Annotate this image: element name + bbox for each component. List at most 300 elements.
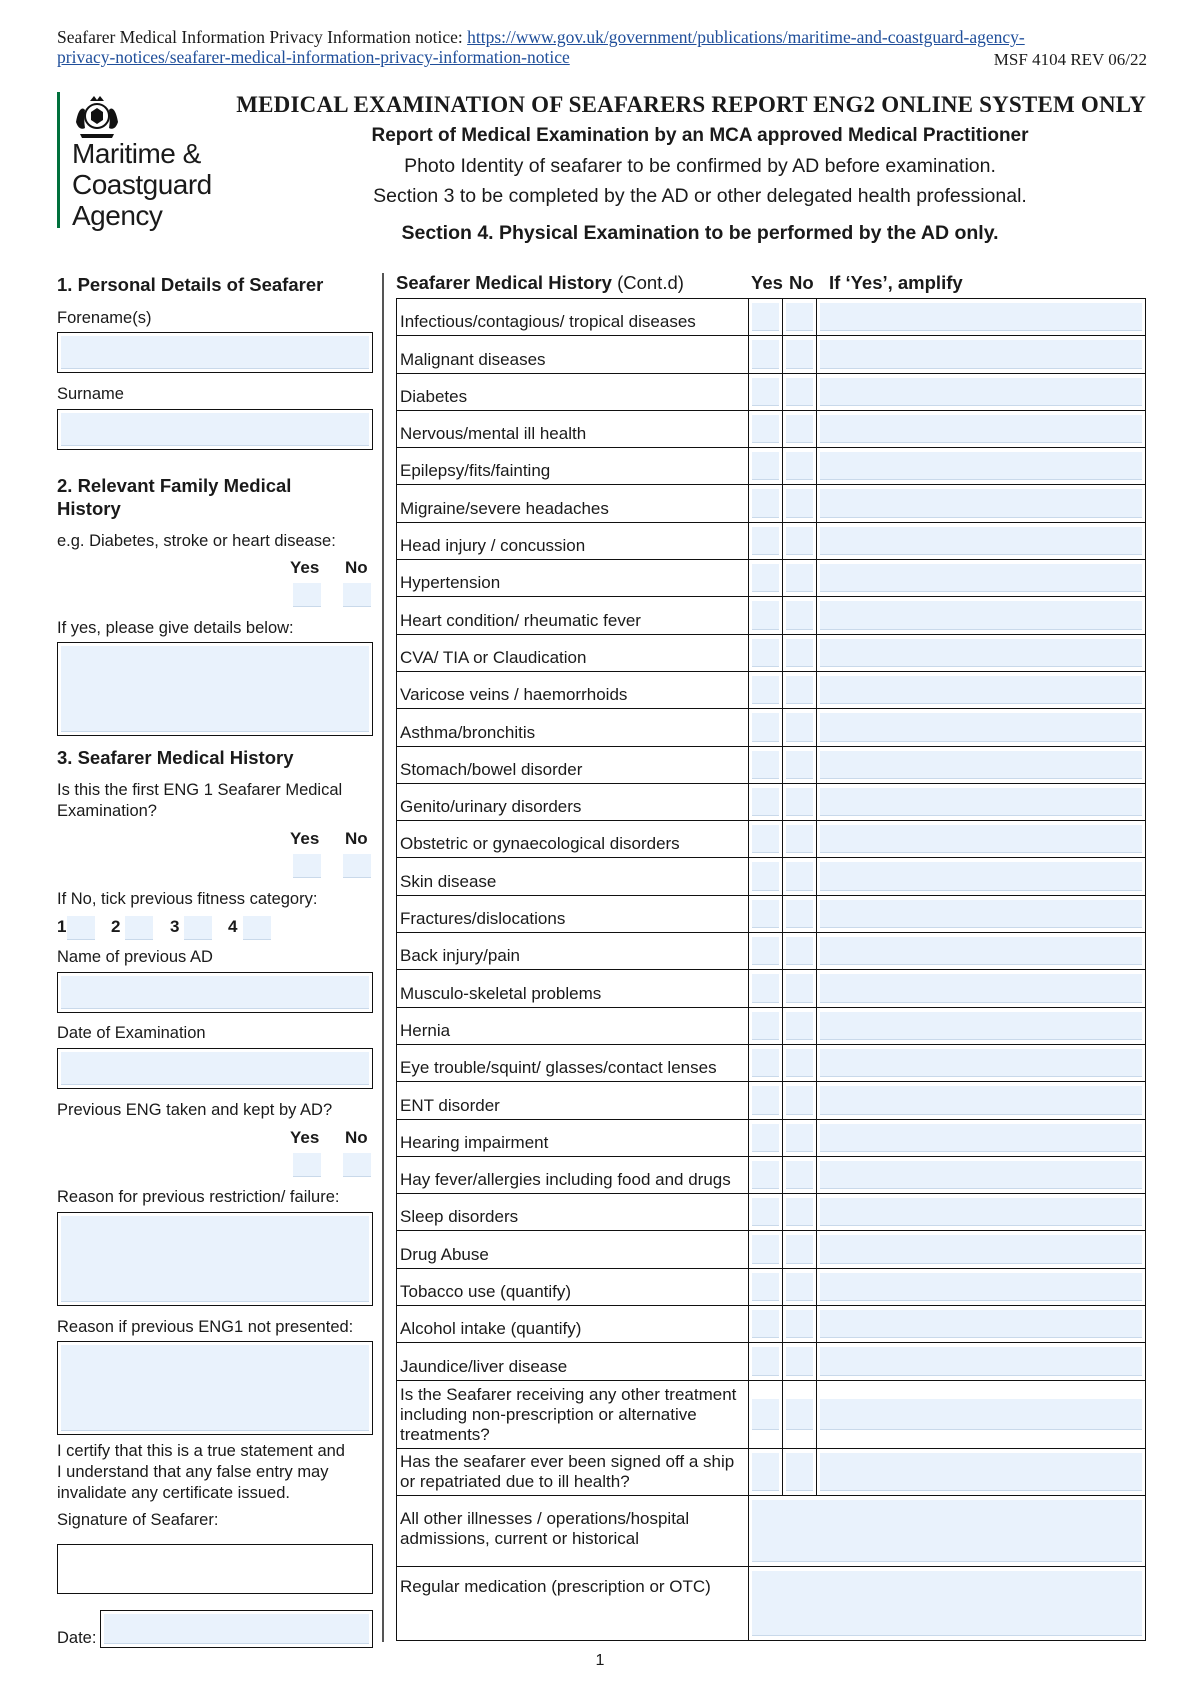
yes-cell[interactable] <box>749 299 783 335</box>
yes-checkbox[interactable] <box>752 1049 779 1077</box>
amplify-field[interactable] <box>820 1310 1142 1338</box>
no-checkbox[interactable] <box>786 452 813 480</box>
amplify-cell[interactable] <box>817 1231 1145 1267</box>
amplify-cell[interactable] <box>817 523 1145 559</box>
amplify-field[interactable] <box>820 1124 1142 1152</box>
amplify-cell[interactable] <box>817 485 1145 521</box>
condition-label: ENT disorder <box>397 1082 749 1118</box>
no-cell[interactable] <box>783 560 817 596</box>
history-row <box>397 1082 1145 1119</box>
date-exam-field[interactable] <box>57 1048 373 1089</box>
yes-checkbox[interactable] <box>752 415 779 443</box>
history-row <box>397 635 1145 672</box>
no-checkbox[interactable] <box>786 1086 813 1114</box>
no-checkbox[interactable] <box>786 862 813 890</box>
yes-cell[interactable] <box>749 1231 783 1267</box>
history-row <box>397 1449 1145 1496</box>
amplify-field[interactable] <box>820 1399 1142 1430</box>
no-checkbox[interactable] <box>786 1399 813 1430</box>
no-checkbox[interactable] <box>786 527 813 555</box>
yes-cell[interactable] <box>749 597 783 633</box>
yes-checkbox[interactable] <box>752 713 779 741</box>
first-exam-no-checkbox[interactable] <box>343 854 371 878</box>
section1-title: 1. Personal Details of Seafarer <box>57 274 324 295</box>
yes-checkbox[interactable] <box>752 676 779 704</box>
family-no-label: No <box>345 558 368 577</box>
yes-cell[interactable] <box>749 374 783 410</box>
no-checkbox[interactable] <box>786 751 813 779</box>
no-cell[interactable] <box>783 523 817 559</box>
no-checkbox[interactable] <box>786 1347 813 1375</box>
condition-label: Migraine/severe headaches <box>397 485 749 521</box>
yes-checkbox[interactable] <box>752 1399 779 1430</box>
amplify-cell[interactable] <box>817 821 1145 857</box>
header-line-photo-id: Photo Identity of seafarer to be confirmed by AD before examination. <box>404 155 996 177</box>
no-cell[interactable] <box>783 374 817 410</box>
amplify-field[interactable] <box>820 825 1142 853</box>
amplify-field[interactable] <box>820 1086 1142 1114</box>
yes-cell[interactable] <box>749 1120 783 1156</box>
history-row <box>397 299 1145 336</box>
no-checkbox[interactable] <box>786 713 813 741</box>
yes-cell[interactable] <box>749 1082 783 1118</box>
no-cell[interactable] <box>783 1008 817 1044</box>
condition-label: Infectious/contagious/ tropical diseases <box>397 299 749 335</box>
no-checkbox[interactable] <box>786 303 813 331</box>
first-exam-yes-checkbox[interactable] <box>293 854 321 878</box>
amplify-cell[interactable] <box>817 709 1145 745</box>
history-row <box>397 672 1145 709</box>
yes-checkbox[interactable] <box>752 1310 779 1338</box>
history-row <box>397 747 1145 784</box>
no-checkbox[interactable] <box>786 340 813 368</box>
yes-checkbox[interactable] <box>752 1124 779 1152</box>
yes-cell[interactable] <box>749 1343 783 1379</box>
history-row <box>397 933 1145 970</box>
no-cell[interactable] <box>783 784 817 820</box>
history-row <box>397 1306 1145 1343</box>
yes-checkbox[interactable] <box>752 452 779 480</box>
amplify-field[interactable] <box>820 862 1142 890</box>
amplify-cell[interactable] <box>817 1306 1145 1342</box>
yes-cell[interactable] <box>749 560 783 596</box>
yes-cell[interactable] <box>749 672 783 708</box>
amplify-cell[interactable] <box>817 1194 1145 1230</box>
amplify-field[interactable] <box>820 713 1142 741</box>
yes-cell[interactable] <box>749 709 783 745</box>
yes-checkbox[interactable] <box>752 1086 779 1114</box>
no-checkbox[interactable] <box>786 564 813 592</box>
amplify-cell[interactable] <box>817 896 1145 932</box>
no-cell[interactable] <box>783 1343 817 1379</box>
amplify-field[interactable] <box>820 1453 1142 1491</box>
form-subtitle: Report of Medical Examination by an MCA approved Medical Practitioner <box>371 125 1029 146</box>
no-checkbox[interactable] <box>786 788 813 816</box>
yes-checkbox[interactable] <box>752 527 779 555</box>
yes-checkbox[interactable] <box>752 937 779 965</box>
amplify-cell[interactable] <box>817 672 1145 708</box>
yes-checkbox[interactable] <box>752 1347 779 1375</box>
yes-checkbox[interactable] <box>752 900 779 928</box>
no-cell[interactable] <box>783 672 817 708</box>
no-cell[interactable] <box>783 858 817 894</box>
amplify-cell[interactable] <box>817 1045 1145 1081</box>
page-number: 1 <box>595 1652 605 1669</box>
yes-checkbox[interactable] <box>752 601 779 629</box>
section2-title: 2. Relevant Family Medical History <box>57 475 292 519</box>
amplify-cell[interactable] <box>817 1157 1145 1193</box>
amplify-cell[interactable] <box>817 411 1145 447</box>
no-checkbox[interactable] <box>786 415 813 443</box>
amplify-field[interactable] <box>820 1161 1142 1189</box>
amplify-field[interactable] <box>820 564 1142 592</box>
no-checkbox[interactable] <box>786 378 813 406</box>
yes-cell[interactable] <box>749 821 783 857</box>
yes-cell[interactable] <box>749 933 783 969</box>
amplify-cell[interactable] <box>817 336 1145 372</box>
amplify-field[interactable] <box>820 1198 1142 1226</box>
category-3-checkbox[interactable] <box>184 916 212 940</box>
amplify-cell[interactable] <box>817 635 1145 671</box>
prev-eng-yes-label: Yes <box>290 1128 320 1147</box>
amplify-field[interactable] <box>820 452 1142 480</box>
no-checkbox[interactable] <box>786 825 813 853</box>
date-field[interactable] <box>100 1610 373 1648</box>
yes-checkbox[interactable] <box>752 788 779 816</box>
form-title: MEDICAL EXAMINATION OF SEAFARERS REPORT ENG2 ONLINE SYSTEM ONLY <box>236 92 1146 117</box>
condition-label: Hernia <box>397 1008 749 1044</box>
amplify-cell[interactable] <box>817 1120 1145 1156</box>
amplify-cell[interactable] <box>817 747 1145 783</box>
yes-cell[interactable] <box>749 485 783 521</box>
amplify-field[interactable] <box>820 1235 1142 1263</box>
reason-not-presented-label: Reason if previous ENG1 not presented: <box>57 1318 354 1336</box>
privacy-link[interactable]: https://www.gov.uk/government/publications/maritime-and-coastguard-agency- privacy-notices/seafarer-medical-information-privacy-information-notice <box>57 27 1025 67</box>
no-checkbox[interactable] <box>786 1198 813 1226</box>
no-cell[interactable] <box>783 1120 817 1156</box>
history-row <box>397 374 1145 411</box>
no-checkbox[interactable] <box>786 1012 813 1040</box>
amplify-field[interactable] <box>820 1012 1142 1040</box>
no-checkbox[interactable] <box>786 1453 813 1491</box>
yes-checkbox[interactable] <box>752 1453 779 1491</box>
no-checkbox[interactable] <box>786 1124 813 1152</box>
yes-cell[interactable] <box>749 336 783 372</box>
amplify-cell[interactable] <box>817 374 1145 410</box>
history-row <box>397 970 1145 1007</box>
no-cell[interactable] <box>783 1194 817 1230</box>
yes-checkbox[interactable] <box>752 974 779 1002</box>
yes-checkbox[interactable] <box>752 751 779 779</box>
no-checkbox[interactable] <box>786 1161 813 1189</box>
history-row <box>397 336 1145 373</box>
yes-checkbox[interactable] <box>752 340 779 368</box>
history-row <box>397 1120 1145 1157</box>
condition-label: Diabetes <box>397 374 749 410</box>
no-cell[interactable] <box>783 299 817 335</box>
amplify-cell[interactable] <box>817 597 1145 633</box>
history-row <box>397 1381 1145 1449</box>
amplify-cell[interactable] <box>817 784 1145 820</box>
history-row <box>397 1157 1145 1194</box>
category-1-checkbox[interactable] <box>67 916 95 940</box>
amplify-field[interactable] <box>820 489 1142 517</box>
no-cell[interactable] <box>783 896 817 932</box>
history-row <box>397 1269 1145 1306</box>
no-checkbox[interactable] <box>786 639 813 667</box>
no-cell[interactable] <box>783 336 817 372</box>
condition-label: Hearing impairment <box>397 1120 749 1156</box>
family-yes-checkbox[interactable] <box>293 583 321 607</box>
details-field[interactable] <box>752 1571 1142 1636</box>
yes-cell[interactable] <box>749 1269 783 1305</box>
history-row <box>397 411 1145 448</box>
history-row <box>397 1496 1145 1567</box>
amplify-cell[interactable] <box>817 1008 1145 1044</box>
no-cell[interactable] <box>783 597 817 633</box>
no-checkbox[interactable] <box>786 489 813 517</box>
condition-label: Fractures/dislocations <box>397 896 749 932</box>
condition-label: Drug Abuse <box>397 1231 749 1267</box>
yes-cell[interactable] <box>749 1194 783 1230</box>
no-cell[interactable] <box>783 970 817 1006</box>
yes-cell[interactable] <box>749 1008 783 1044</box>
history-row <box>397 1231 1145 1268</box>
forename-field[interactable] <box>57 332 373 373</box>
certification-text: I certify that this is a true statement and I understand that any false entry may invalidate any certificate issued. <box>57 1442 345 1502</box>
category-1-label: 1 <box>57 917 67 936</box>
yes-checkbox[interactable] <box>752 825 779 853</box>
first-exam-question: Is this the first ENG 1 Seafarer Medical Examination? <box>57 781 343 820</box>
yes-cell[interactable] <box>749 970 783 1006</box>
condition-label: Obstetric or gynaecological disorders <box>397 821 749 857</box>
yes-checkbox[interactable] <box>752 1273 779 1301</box>
amplify-field[interactable] <box>820 601 1142 629</box>
history-row <box>397 1567 1145 1640</box>
history-row <box>397 1194 1145 1231</box>
details-field[interactable] <box>752 1500 1142 1562</box>
condition-label: Back injury/pain <box>397 933 749 969</box>
no-cell[interactable] <box>783 1306 817 1342</box>
history-table <box>396 298 1146 1641</box>
condition-label: Sleep disorders <box>397 1194 749 1230</box>
yes-checkbox[interactable] <box>752 564 779 592</box>
amplify-field[interactable] <box>820 788 1142 816</box>
yes-checkbox[interactable] <box>752 378 779 406</box>
yes-cell[interactable] <box>749 896 783 932</box>
family-yes-label: Yes <box>290 558 320 577</box>
yes-cell[interactable] <box>749 1306 783 1342</box>
prev-ad-field[interactable] <box>57 972 373 1013</box>
yes-checkbox[interactable] <box>752 639 779 667</box>
condition-label: All other illnesses / operations/hospital admissions, current or historical <box>397 1496 749 1566</box>
amplify-field[interactable] <box>820 676 1142 704</box>
condition-label: Regular medication (prescription or OTC) <box>397 1567 749 1640</box>
family-details-label: If yes, please give details below: <box>57 619 294 637</box>
condition-label: Nervous/mental ill health <box>397 411 749 447</box>
no-checkbox[interactable] <box>786 601 813 629</box>
no-checkbox[interactable] <box>786 974 813 1002</box>
amplify-field[interactable] <box>820 751 1142 779</box>
no-checkbox[interactable] <box>786 1273 813 1301</box>
condition-label: Eye trouble/squint/ glasses/contact lenses <box>397 1045 749 1081</box>
col-yes-header: Yes <box>751 272 783 293</box>
col-amplify-header: If ‘Yes’, amplify <box>829 272 963 293</box>
form-header <box>232 92 1146 244</box>
amplify-field[interactable] <box>820 900 1142 928</box>
category-3-label: 3 <box>170 917 180 936</box>
reason-restriction-field[interactable] <box>57 1212 373 1306</box>
no-cell[interactable] <box>783 933 817 969</box>
prev-eng-no-label: No <box>345 1128 368 1147</box>
yes-checkbox[interactable] <box>752 1198 779 1226</box>
condition-label: Epilepsy/fits/fainting <box>397 448 749 484</box>
amplify-cell[interactable] <box>817 1449 1145 1495</box>
condition-label: Genito/urinary disorders <box>397 784 749 820</box>
yes-cell[interactable] <box>749 747 783 783</box>
amplify-field[interactable] <box>820 1049 1142 1077</box>
condition-label: CVA/ TIA or Claudication <box>397 635 749 671</box>
no-cell[interactable] <box>783 1045 817 1081</box>
amplify-cell[interactable] <box>817 560 1145 596</box>
no-cell[interactable] <box>783 1449 817 1495</box>
amplify-cell[interactable] <box>817 1381 1145 1448</box>
yes-cell[interactable] <box>749 1381 783 1448</box>
yes-cell[interactable] <box>749 1449 783 1495</box>
condition-label: Head injury / concussion <box>397 523 749 559</box>
no-cell[interactable] <box>783 1231 817 1267</box>
surname-label: Surname <box>57 385 124 403</box>
amplify-cell[interactable] <box>817 1269 1145 1305</box>
yes-checkbox[interactable] <box>752 489 779 517</box>
prev-eng-yes-checkbox[interactable] <box>293 1153 321 1177</box>
no-cell[interactable] <box>783 448 817 484</box>
privacy-notice <box>57 27 1147 67</box>
no-cell[interactable] <box>783 1269 817 1305</box>
amplify-cell[interactable] <box>817 299 1145 335</box>
section3-title: 3. Seafarer Medical History <box>57 747 294 768</box>
yes-checkbox[interactable] <box>752 1012 779 1040</box>
yes-cell[interactable] <box>749 858 783 894</box>
no-cell[interactable] <box>783 1082 817 1118</box>
amplify-cell[interactable] <box>817 933 1145 969</box>
category-4-checkbox[interactable] <box>243 916 271 940</box>
amplify-field[interactable] <box>820 340 1142 368</box>
yes-checkbox[interactable] <box>752 862 779 890</box>
header-line-section3: Section 3 to be completed by the AD or other delegated health professional. <box>373 185 1027 207</box>
reason-not-presented-field[interactable] <box>57 1341 373 1435</box>
amplify-field[interactable] <box>820 527 1142 555</box>
amplify-cell[interactable] <box>817 970 1145 1006</box>
details-cell[interactable] <box>749 1567 1145 1640</box>
condition-label: Alcohol intake (quantify) <box>397 1306 749 1342</box>
condition-label: Hay fever/allergies including food and drugs <box>397 1157 749 1193</box>
reason-restriction-label: Reason for previous restriction/ failure: <box>57 1188 340 1206</box>
prev-eng-no-checkbox[interactable] <box>343 1153 371 1177</box>
condition-label: Tobacco use (quantify) <box>397 1269 749 1305</box>
condition-label: Jaundice/liver disease <box>397 1343 749 1379</box>
col-no-header: No <box>789 272 814 293</box>
amplify-field[interactable] <box>820 415 1142 443</box>
amplify-field[interactable] <box>820 1273 1142 1301</box>
amplify-cell[interactable] <box>817 858 1145 894</box>
no-checkbox[interactable] <box>786 1235 813 1263</box>
no-cell[interactable] <box>783 635 817 671</box>
history-row <box>397 1045 1145 1082</box>
yes-cell[interactable] <box>749 784 783 820</box>
prev-category-label: If No, tick previous fitness category: <box>57 890 318 908</box>
yes-cell[interactable] <box>749 635 783 671</box>
no-cell[interactable] <box>783 411 817 447</box>
family-no-checkbox[interactable] <box>343 583 371 607</box>
yes-cell[interactable] <box>749 411 783 447</box>
amplify-field[interactable] <box>820 974 1142 1002</box>
no-cell[interactable] <box>783 1157 817 1193</box>
amplify-field[interactable] <box>820 639 1142 667</box>
details-cell[interactable] <box>749 1496 1145 1566</box>
history-row <box>397 448 1145 485</box>
yes-cell[interactable] <box>749 1157 783 1193</box>
no-cell[interactable] <box>783 1381 817 1448</box>
no-checkbox[interactable] <box>786 1310 813 1338</box>
condition-label: Musculo-skeletal problems <box>397 970 749 1006</box>
no-checkbox[interactable] <box>786 937 813 965</box>
surname-field[interactable] <box>57 409 373 450</box>
amplify-field[interactable] <box>820 937 1142 965</box>
yes-cell[interactable] <box>749 523 783 559</box>
amplify-field[interactable] <box>820 378 1142 406</box>
yes-checkbox[interactable] <box>752 1235 779 1263</box>
condition-label: Heart condition/ rheumatic fever <box>397 597 749 633</box>
category-4-label: 4 <box>228 917 238 936</box>
history-row <box>397 560 1145 597</box>
history-row <box>397 485 1145 522</box>
no-cell[interactable] <box>783 747 817 783</box>
forename-label: Forename(s) <box>57 309 152 327</box>
no-cell[interactable] <box>783 485 817 521</box>
first-exam-yes-label: Yes <box>290 829 320 848</box>
no-checkbox[interactable] <box>786 1049 813 1077</box>
no-cell[interactable] <box>783 709 817 745</box>
yes-checkbox[interactable] <box>752 1161 779 1189</box>
condition-label: Skin disease <box>397 858 749 894</box>
no-cell[interactable] <box>783 821 817 857</box>
no-checkbox[interactable] <box>786 900 813 928</box>
category-2-label: 2 <box>111 917 121 936</box>
yes-cell[interactable] <box>749 448 783 484</box>
yes-checkbox[interactable] <box>752 303 779 331</box>
history-row <box>397 896 1145 933</box>
history-row <box>397 1008 1145 1045</box>
no-checkbox[interactable] <box>786 676 813 704</box>
family-details-field[interactable] <box>57 642 373 736</box>
amplify-field[interactable] <box>820 1347 1142 1375</box>
condition-label: Has the seafarer ever been signed off a ship or repatriated due to ill health? <box>397 1449 749 1495</box>
amplify-cell[interactable] <box>817 1082 1145 1118</box>
yes-cell[interactable] <box>749 1045 783 1081</box>
signature-label: Signature of Seafarer: <box>57 1511 219 1529</box>
form-code: MSF 4104 REV 06/22 <box>993 50 1147 69</box>
history-row <box>397 523 1145 560</box>
amplify-cell[interactable] <box>817 1343 1145 1379</box>
history-row <box>397 1343 1145 1380</box>
category-2-checkbox[interactable] <box>125 916 153 940</box>
amplify-field[interactable] <box>820 303 1142 331</box>
condition-label: Is the Seafarer receiving any other treatment including non-prescription or alternative treatments? <box>397 1381 749 1448</box>
signature-field[interactable] <box>57 1544 373 1594</box>
amplify-cell[interactable] <box>817 448 1145 484</box>
history-row <box>397 821 1145 858</box>
